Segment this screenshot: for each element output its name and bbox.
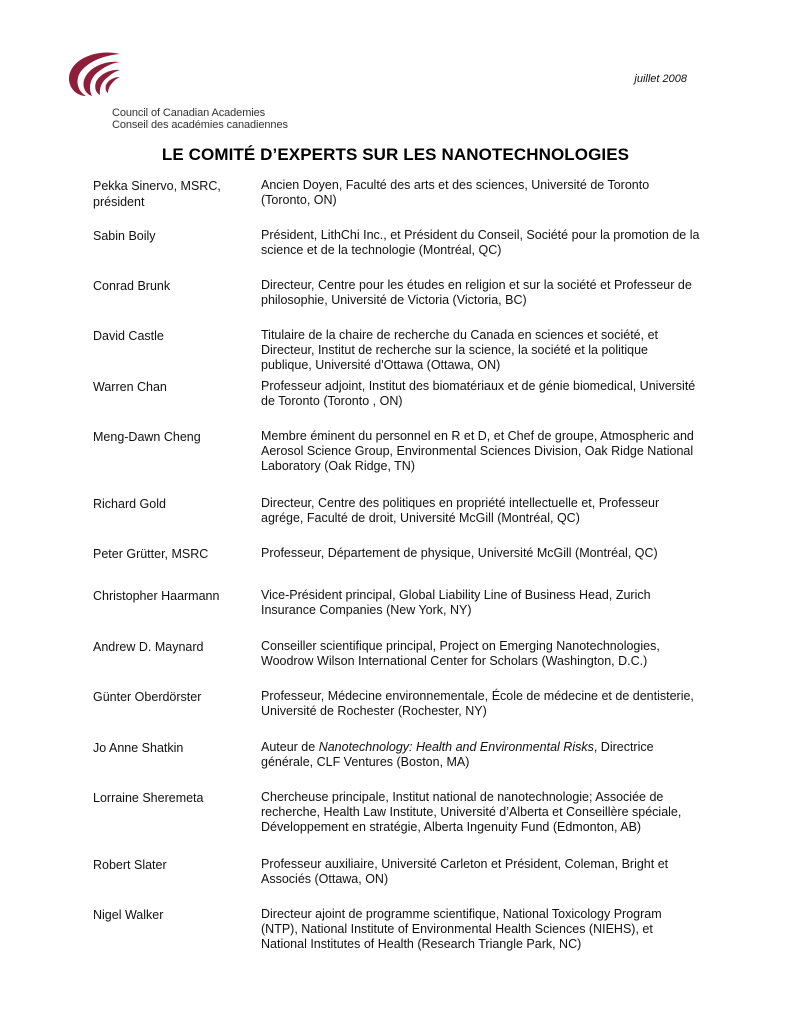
- member-name: David Castle: [93, 329, 164, 343]
- member-name: Conrad Brunk: [93, 279, 171, 293]
- book-title: Nanotechnology: Health and Environmental Risks: [318, 740, 594, 754]
- member-role: Président, LithChi Inc., et Président du Conseil, Société pour la promotion de la science et de la technologie (Montréal, QC): [261, 228, 700, 257]
- member-name: Günter Oberdörster: [93, 690, 202, 704]
- member-name: Pekka Sinervo, MSRC, président: [93, 179, 221, 209]
- member-name: Christopher Haarmann: [93, 589, 220, 603]
- member-role: Conseiller scientifique principal, Project on Emerging Nanotechnologies, Woodrow Wilson International Center for Scholars (Washington, D.C.): [261, 639, 660, 668]
- page-title: LE COMITÉ D’EXPERTS SUR LES NANOTECHNOLOGIES: [161, 145, 630, 164]
- member-role: Chercheuse principale, Institut national de nanotechnologie; Associée de recherche, Health Law Institute, Université d’Alberta et Conseillère spéciale, Développement en stratégie, Alberta Ingenuity Fund (Edmonton, AB): [261, 790, 682, 834]
- member-role: Professeur auxiliaire, Université Carleton et Président, Coleman, Bright et Associés (Ottawa, ON): [261, 857, 669, 886]
- member-role: Professeur adjoint, Institut des biomatériaux et de génie biomedical, Université de Toronto (Toronto , ON): [261, 379, 696, 408]
- org-name-fr: Conseil des académies canadiennes: [112, 119, 288, 131]
- member-name: Richard Gold: [93, 497, 166, 511]
- council-logo: [66, 50, 122, 100]
- member-name: Sabin Boily: [93, 229, 156, 243]
- member-role: Titulaire de la chaire de recherche du Canada en sciences et société, et Directeur, Institut de recherche sur la science, la société et la politique publique, Université d'Ottawa (Ottawa, ON): [261, 328, 658, 372]
- member-role: Directeur ajoint de programme scientifique, National Toxicology Program (NTP), National Institute of Environmental Health Sciences (NIEHS), et National Institutes of Health (Research Triangle Park, NC): [261, 907, 662, 951]
- member-name: Nigel Walker: [93, 908, 164, 922]
- role-suffix: , Directrice générale, CLF Ventures (Boston, MA): [261, 740, 654, 769]
- member-name: Jo Anne Shatkin: [93, 741, 184, 755]
- member-name: Peter Grütter, MSRC: [93, 547, 209, 561]
- member-role: [261, 740, 701, 770]
- member-role: Directeur, Centre pour les études en religion et sur la société et Professeur de philosophie, Université de Victoria (Victoria, BC): [261, 278, 692, 307]
- member-name: Meng-Dawn Cheng: [93, 430, 201, 444]
- member-role: Vice-Président principal, Global Liability Line of Business Head, Zurich Insurance Companies (New York, NY): [261, 588, 651, 617]
- member-name: Lorraine Sheremeta: [93, 791, 204, 805]
- member-name: Andrew D. Maynard: [93, 640, 204, 654]
- member-role: Directeur, Centre des politiques en propriété intellectuelle et, Professeur agrége, Faculté de droit, Université McGill (Montréal, QC): [261, 496, 660, 525]
- member-role: Membre éminent du personnel en R et D, et Chef de groupe, Atmospheric and Aerosol Science Group, Environmental Sciences Division, Oak Ridge National Laboratory (Oak Ridge, TN): [261, 429, 694, 473]
- org-name-en: Council of Canadian Academies: [112, 107, 266, 119]
- member-role: Professeur, Département de physique, Université McGill (Montréal, QC): [261, 546, 658, 560]
- member-role: Professeur, Médecine environnementale, École de médecine et de dentisterie, Université de Rochester (Rochester, NY): [261, 689, 694, 718]
- member-role: Ancien Doyen, Faculté des arts et des sciences, Université de Toronto (Toronto, ON): [261, 178, 650, 207]
- role-prefix: Auteur de: [261, 740, 319, 754]
- member-name: Warren Chan: [93, 380, 167, 394]
- member-name: Robert Slater: [93, 858, 167, 872]
- document-date: juillet 2008: [634, 73, 687, 85]
